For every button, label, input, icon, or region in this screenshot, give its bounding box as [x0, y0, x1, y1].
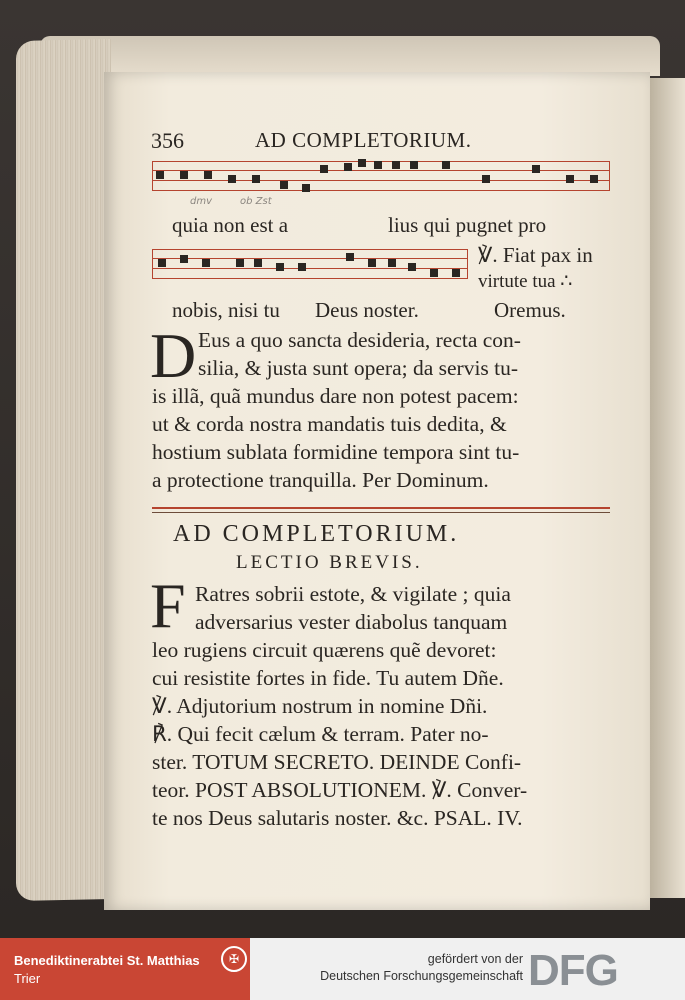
lectio-dropcap: F — [150, 570, 186, 641]
music-staff-1 — [152, 161, 610, 191]
neume — [566, 175, 574, 183]
book-page-edges — [16, 39, 111, 901]
neume — [452, 269, 460, 277]
neume — [482, 175, 490, 183]
prayer-dropcap: D — [150, 320, 197, 391]
music-staff-2 — [152, 249, 468, 279]
lectio-line-1: Ratres sobrii estote, & vigilate ; quia — [195, 582, 511, 606]
prayer-line-2: silia, & justa sunt opera; da servis tu- — [198, 356, 519, 380]
lyrics-line-1b: lius qui pugnet pro — [388, 213, 547, 237]
page-number: 356 — [151, 128, 184, 153]
neume — [276, 263, 284, 271]
neume — [344, 163, 352, 171]
neume — [532, 165, 540, 173]
neume — [180, 171, 188, 179]
neume — [590, 175, 598, 183]
neume — [254, 259, 262, 267]
lectio-line-8: teor. POST ABSOLUTIONEM. ℣. Conver- — [152, 778, 528, 802]
neume — [410, 161, 418, 169]
neume — [180, 255, 188, 263]
pencil-note-1: dmv — [190, 196, 213, 207]
lectio-line-6: ℟. Qui fecit cælum & terram. Pater no- — [152, 722, 489, 746]
pencil-note-2: ob Zst — [240, 196, 272, 207]
neume — [346, 253, 354, 261]
lectio-line-3: leo rugiens circuit quærens quẽ devoret: — [152, 638, 497, 662]
funded-line-1: gefördert von der — [427, 952, 523, 966]
neume — [204, 171, 212, 179]
lectio-line-9: te nos Deus salutaris noster. &c. PSAL. IV. — [152, 806, 523, 830]
lectio-line-4: cui resistite fortes in fide. Tu autem Dñe. — [152, 666, 504, 690]
prayer-line-5: hostium sublata formidine tempora sint tu- — [152, 440, 520, 464]
neume — [358, 159, 366, 167]
dfg-logo[interactable]: DFG — [528, 946, 618, 995]
footer-bar — [0, 938, 685, 1000]
prayer-line-6: a protectione tranquilla. Per Dominum. — [152, 468, 489, 492]
neume — [252, 175, 260, 183]
lyrics-line-1a: quia non est a — [172, 213, 289, 237]
neume — [392, 161, 400, 169]
section-subtitle: LECTIO BREVIS. — [236, 552, 423, 573]
section-divider-dark — [152, 512, 610, 513]
prayer-line-3: is illã, quã mundus dare non potest pacem: — [152, 384, 519, 408]
facing-page — [650, 78, 685, 898]
neume — [302, 184, 310, 192]
versicle-line-1: ℣. Fiat pax in — [478, 243, 593, 267]
neume — [298, 263, 306, 271]
prayer-line-1: Eus a quo sancta desideria, recta con- — [198, 328, 521, 352]
prayer-line-4: ut & corda nostra mandatis tuis dedita, & — [152, 412, 507, 436]
neume — [320, 165, 328, 173]
neume — [430, 269, 438, 277]
neume — [236, 259, 244, 267]
neume — [228, 175, 236, 183]
running-header: AD COMPLETORIUM. — [255, 128, 472, 152]
section-divider-red — [152, 507, 610, 509]
institution-logo[interactable] — [0, 938, 250, 1000]
book-top-edge — [40, 36, 660, 76]
neume — [158, 259, 166, 267]
institution-city: Trier — [14, 971, 41, 986]
neume — [202, 259, 210, 267]
neume — [388, 259, 396, 267]
neume — [368, 259, 376, 267]
lyrics-line-2b: Deus noster. — [315, 298, 419, 322]
lectio-line-5: ℣. Adjutorium nostrum in nomine Dñi. — [152, 694, 488, 718]
lyrics-line-2c: Oremus. — [494, 298, 566, 322]
institution-name: Benediktinerabtei St. Matthias — [14, 953, 200, 968]
neume — [442, 161, 450, 169]
section-title: AD COMPLETORIUM. — [173, 521, 460, 547]
versicle-line-2: virtute tua ∴ — [478, 271, 573, 292]
crest-icon: ✠ — [221, 946, 247, 972]
neume — [408, 263, 416, 271]
neume — [156, 171, 164, 179]
neume — [280, 181, 288, 189]
lectio-line-2: adversarius vester diabolus tanquam — [195, 610, 508, 634]
lectio-line-7: ster. TOTUM SECRETO. DEINDE Confi- — [152, 750, 522, 774]
funded-line-2: Deutschen Forschungsgemeinschaft — [320, 969, 523, 983]
lyrics-line-2a: nobis, nisi tu — [172, 298, 280, 322]
neume — [374, 161, 382, 169]
